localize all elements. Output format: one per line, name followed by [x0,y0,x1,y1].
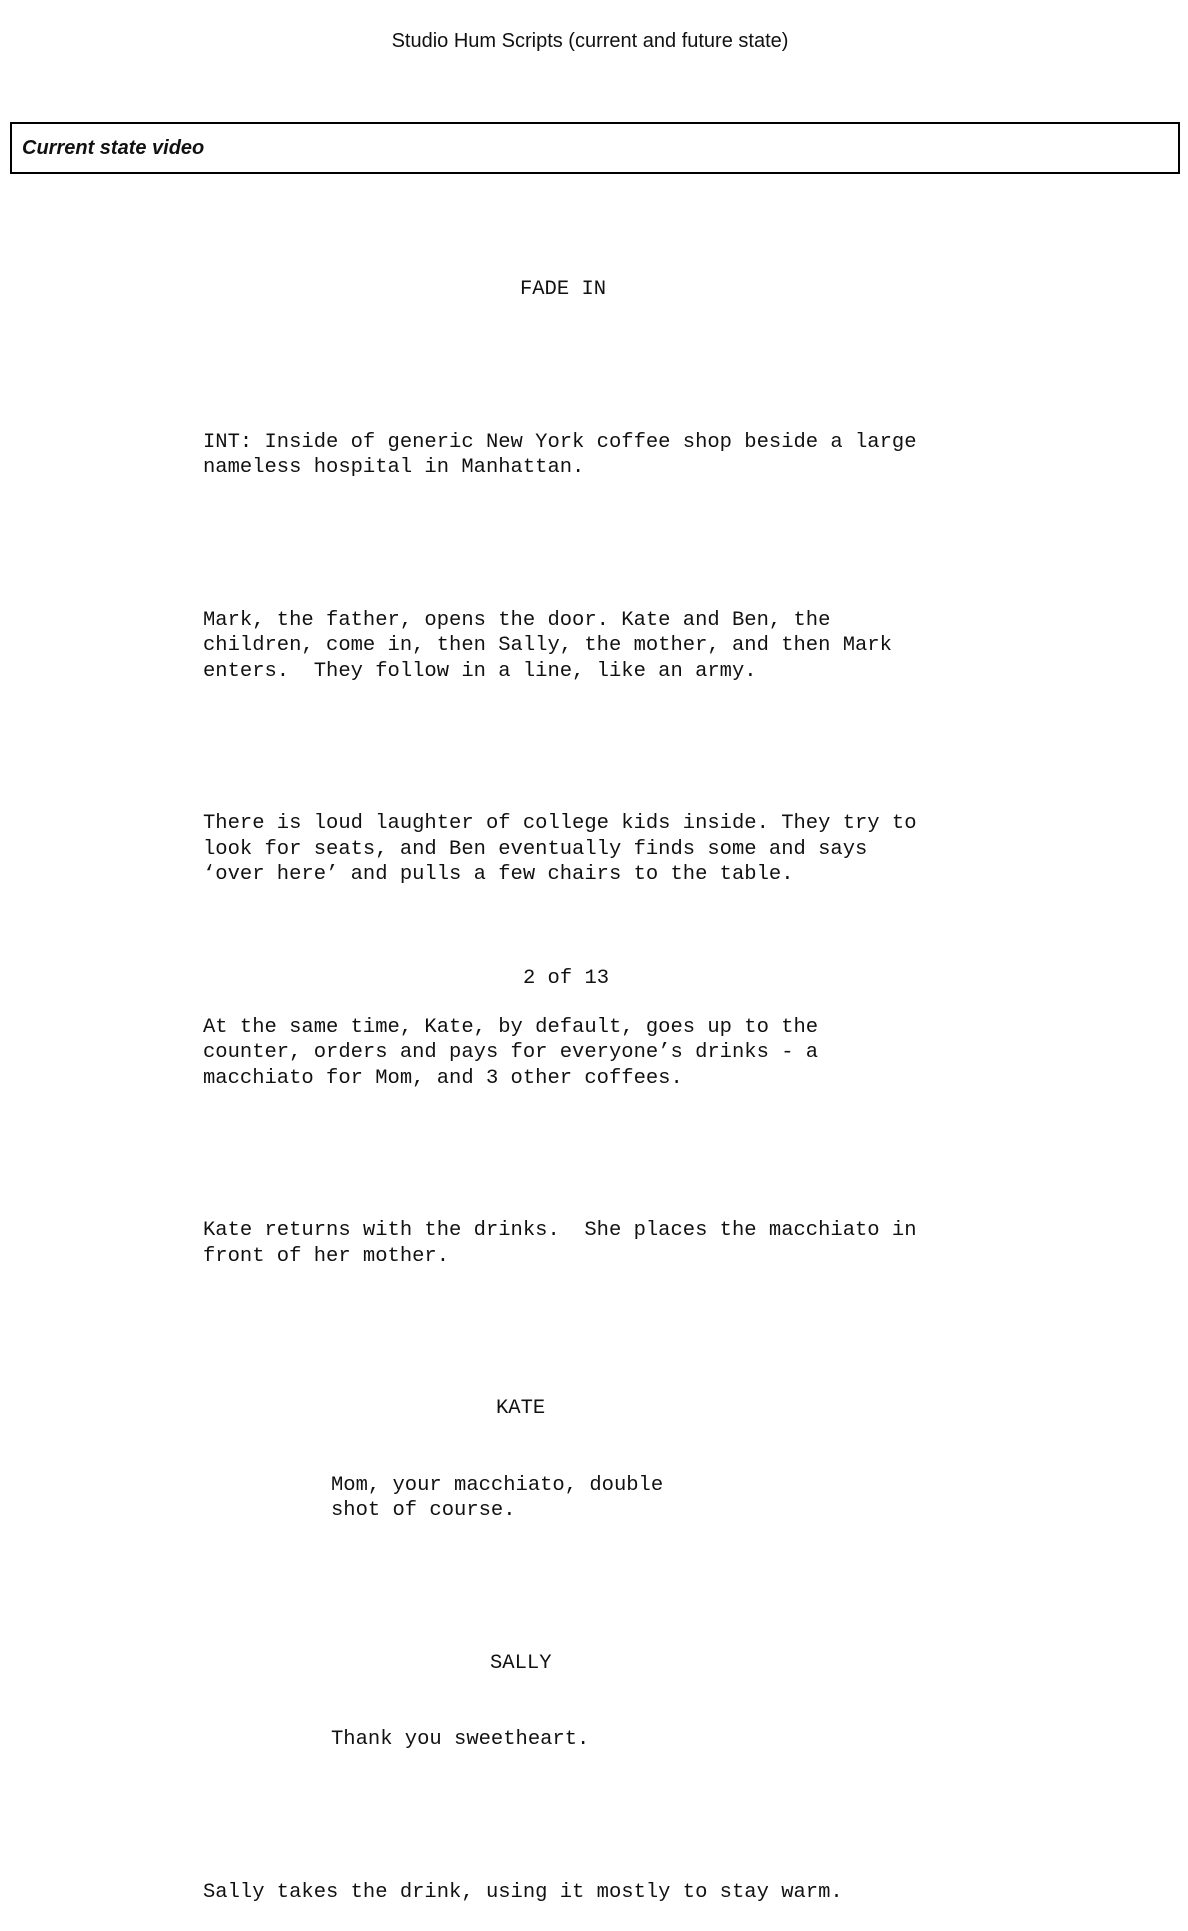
scene-heading: INT: Inside of generic New York coffee shop beside a large nameless hospital in Manhattan. [203,430,917,479]
page-number: 2 of 13 [522,967,610,990]
action-paragraph: At the same time, Kate, by default, goes up to the counter, orders and pays for everyone’s drinks - a macchiato for Mom, and 3 other coffees. [203,1015,819,1090]
section-label: Current state video [22,137,205,159]
document-title: Studio Hum Scripts (current and future state) [391,30,789,52]
action-paragraph: There is loud laughter of college kids inside. They try to look for seats, and Ben eventually finds some and says ‘over here’ and pulls a few chairs to the table. [203,812,917,886]
section-header-box [10,122,1180,174]
scene-transition: FADE IN [519,278,607,301]
dialogue-line: Mom, your macchiato, double shot of course. [331,1473,664,1522]
character-name: SALLY [490,1651,552,1675]
action-paragraph: Sally takes the drink, using it mostly to stay warm. [203,1880,843,1904]
screenplay-body [0,226,1188,1931]
action-paragraph: Mark, the father, opens the door. Kate and Ben, the children, come in, then Sally, the mother, and then Mark enters. They follow in a line, like an army. [203,608,892,683]
action-paragraph: Kate returns with the drinks. She places the macchiato in front of her mother. [203,1219,917,1268]
character-name: KATE [496,1397,546,1420]
dialogue-line: Thank you sweetheart. [331,1728,590,1751]
